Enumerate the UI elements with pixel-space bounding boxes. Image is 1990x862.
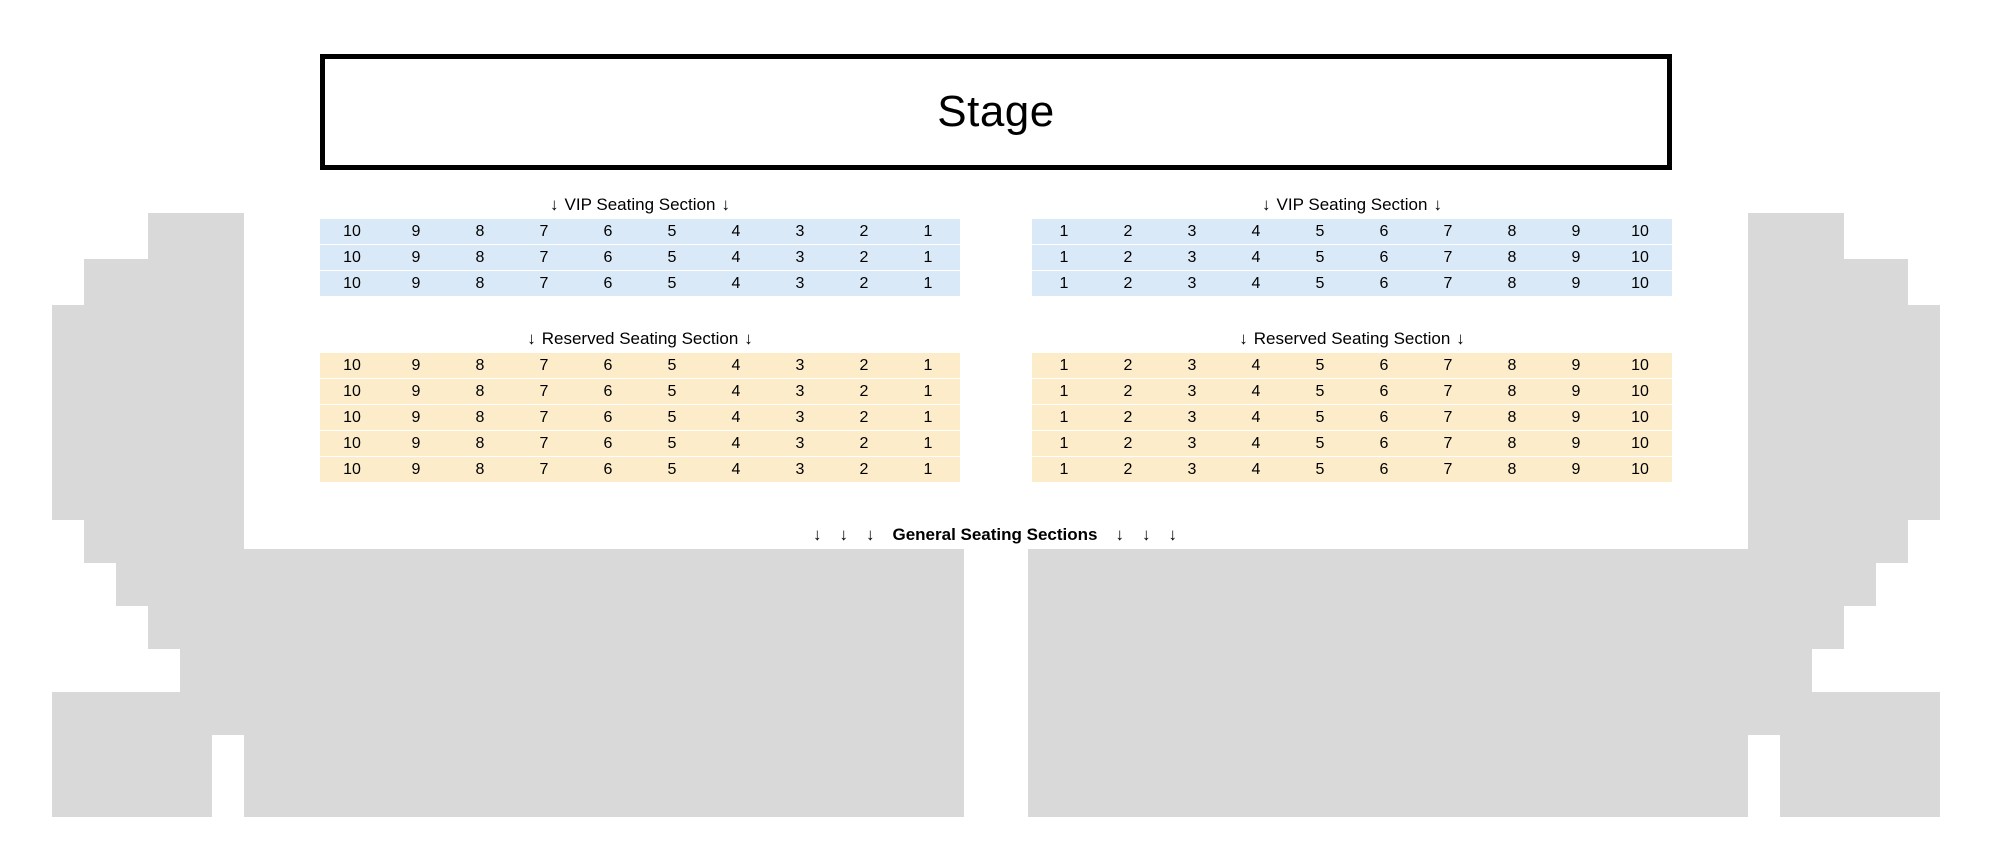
seat[interactable]: 7 — [539, 435, 549, 452]
seat[interactable]: 1 — [923, 249, 933, 266]
seat[interactable]: 7 — [539, 461, 549, 478]
seat[interactable]: 9 — [1571, 435, 1581, 452]
seat[interactable]: 1 — [1059, 461, 1069, 478]
reserved-section-right — [1032, 330, 1672, 482]
seat[interactable]: 1 — [923, 461, 933, 478]
seat[interactable]: 8 — [1507, 275, 1517, 292]
down-arrow-icon: ↓ — [839, 525, 848, 544]
seat[interactable]: 10 — [1631, 357, 1649, 374]
reserved-left-header-label: Reserved Seating Section — [541, 329, 739, 348]
seat[interactable]: 5 — [1315, 461, 1325, 478]
seat[interactable]: 2 — [859, 461, 869, 478]
seat[interactable]: 3 — [1187, 275, 1197, 292]
down-arrow-icon: ↓ — [1239, 329, 1248, 348]
general-seating-right-step-3 — [1748, 305, 1940, 520]
seat[interactable]: 6 — [1379, 461, 1389, 478]
seat[interactable]: 8 — [475, 275, 485, 292]
general-seating-left-step-5 — [116, 563, 244, 606]
seat[interactable]: 1 — [1059, 383, 1069, 400]
down-arrow-icon: ↓ — [1168, 525, 1177, 544]
seat[interactable]: 5 — [1315, 275, 1325, 292]
down-arrow-icon: ↓ — [721, 195, 730, 214]
seat[interactable]: 5 — [1315, 249, 1325, 266]
seat[interactable]: 3 — [1187, 249, 1197, 266]
stage-label: Stage — [937, 87, 1055, 136]
general-seating-left-step-2 — [84, 259, 244, 305]
seat[interactable]: 3 — [1187, 435, 1197, 452]
seat[interactable]: 9 — [1571, 357, 1581, 374]
seat[interactable]: 8 — [1507, 461, 1517, 478]
seat[interactable]: 5 — [667, 275, 677, 292]
seat[interactable]: 2 — [859, 383, 869, 400]
seat[interactable]: 6 — [1379, 435, 1389, 452]
vip-section-right — [1032, 196, 1672, 296]
seat[interactable]: 6 — [1379, 383, 1389, 400]
seat[interactable]: 4 — [731, 383, 741, 400]
seat[interactable]: 2 — [859, 409, 869, 426]
down-arrow-icon: ↓ — [1142, 525, 1151, 544]
seat[interactable]: 8 — [1507, 249, 1517, 266]
seat[interactable]: 5 — [1315, 223, 1325, 240]
general-seating-label — [0, 525, 1990, 545]
seat[interactable]: 10 — [343, 275, 361, 292]
seat[interactable]: 10 — [1631, 275, 1649, 292]
seat[interactable]: 8 — [1507, 223, 1517, 240]
seat[interactable]: 10 — [1631, 409, 1649, 426]
general-seating-right-step-1 — [1748, 213, 1844, 259]
seat[interactable]: 10 — [343, 435, 361, 452]
seat-row — [1032, 271, 1672, 296]
general-seating-right-block — [1028, 549, 1748, 817]
seat[interactable]: 6 — [603, 275, 613, 292]
seat[interactable]: 1 — [1059, 223, 1069, 240]
seat[interactable]: 1 — [923, 275, 933, 292]
seat[interactable]: 7 — [539, 223, 549, 240]
down-arrow-icon: ↓ — [1456, 329, 1465, 348]
seat[interactable]: 8 — [475, 249, 485, 266]
seat[interactable]: 9 — [411, 435, 421, 452]
general-seating-left-step-1 — [148, 213, 244, 259]
general-seating-right-step-5 — [1748, 563, 1876, 606]
seat[interactable]: 5 — [1315, 435, 1325, 452]
seat[interactable]: 4 — [1251, 249, 1261, 266]
reserved-section-left — [320, 330, 960, 482]
seat[interactable]: 2 — [1123, 357, 1133, 374]
seat[interactable]: 4 — [1251, 357, 1261, 374]
reserved-left-header — [320, 330, 960, 347]
seat[interactable]: 3 — [795, 357, 805, 374]
seat[interactable]: 5 — [667, 249, 677, 266]
seat[interactable]: 2 — [1123, 249, 1133, 266]
seat[interactable]: 6 — [603, 383, 613, 400]
vip-left-rows — [320, 219, 960, 296]
seat[interactable]: 3 — [795, 435, 805, 452]
seat[interactable]: 5 — [667, 357, 677, 374]
seat[interactable]: 3 — [795, 409, 805, 426]
seat[interactable]: 5 — [667, 223, 677, 240]
seat[interactable]: 7 — [539, 249, 549, 266]
seat[interactable]: 4 — [731, 249, 741, 266]
seat[interactable]: 4 — [1251, 383, 1261, 400]
general-seating-left-block — [244, 549, 964, 817]
seat[interactable]: 5 — [1315, 357, 1325, 374]
seat[interactable]: 3 — [1187, 223, 1197, 240]
seat[interactable]: 6 — [603, 223, 613, 240]
seat-row — [1032, 245, 1672, 270]
seat[interactable]: 10 — [1631, 383, 1649, 400]
seat[interactable]: 10 — [343, 223, 361, 240]
seat-row — [1032, 219, 1672, 244]
seat[interactable]: 8 — [475, 409, 485, 426]
vip-left-header — [320, 196, 960, 213]
seat[interactable]: 1 — [923, 435, 933, 452]
seat[interactable]: 3 — [795, 383, 805, 400]
seat[interactable]: 10 — [1631, 461, 1649, 478]
seat[interactable]: 1 — [1059, 357, 1069, 374]
seat[interactable]: 7 — [1443, 249, 1453, 266]
general-seating-left-lower — [52, 692, 212, 817]
general-seating-left-step-8 — [212, 692, 244, 735]
seat[interactable]: 3 — [1187, 383, 1197, 400]
seat[interactable]: 10 — [343, 409, 361, 426]
vip-left-header-label: VIP Seating Section — [564, 195, 716, 214]
seat-row — [1032, 379, 1672, 404]
seat[interactable]: 2 — [859, 357, 869, 374]
seat[interactable]: 3 — [795, 461, 805, 478]
seat[interactable]: 9 — [411, 357, 421, 374]
down-arrow-icon: ↓ — [744, 329, 753, 348]
seat-row — [320, 271, 960, 296]
seat[interactable]: 9 — [411, 223, 421, 240]
down-arrow-icon: ↓ — [865, 525, 875, 544]
seat[interactable]: 5 — [1315, 409, 1325, 426]
reserved-left-rows — [320, 353, 960, 482]
seat-row — [320, 431, 960, 456]
down-arrow-icon: ↓ — [527, 329, 536, 348]
seat[interactable]: 9 — [411, 461, 421, 478]
seat[interactable]: 1 — [1059, 249, 1069, 266]
seat[interactable]: 4 — [1251, 223, 1261, 240]
vip-right-header-label: VIP Seating Section — [1276, 195, 1428, 214]
down-arrow-icon: ↓ — [1433, 195, 1442, 214]
seat[interactable]: 7 — [539, 383, 549, 400]
seat[interactable]: 8 — [1507, 357, 1517, 374]
seat[interactable]: 7 — [1443, 223, 1453, 240]
seat[interactable]: 10 — [1631, 223, 1649, 240]
seat[interactable]: 2 — [859, 275, 869, 292]
reserved-right-header — [1032, 330, 1672, 347]
seat[interactable]: 6 — [603, 357, 613, 374]
seat[interactable]: 1 — [923, 357, 933, 374]
seat-row — [320, 379, 960, 404]
seat[interactable]: 8 — [475, 223, 485, 240]
reserved-right-header-label: Reserved Seating Section — [1253, 329, 1451, 348]
seat[interactable]: 5 — [667, 383, 677, 400]
seat[interactable]: 1 — [1059, 435, 1069, 452]
seat[interactable]: 1 — [923, 223, 933, 240]
seat[interactable]: 8 — [475, 357, 485, 374]
down-arrow-icon: ↓ — [812, 525, 822, 544]
seat-row — [320, 353, 960, 378]
seat[interactable]: 7 — [1443, 409, 1453, 426]
seat[interactable]: 3 — [1187, 409, 1197, 426]
general-seating-right-step-7 — [1748, 649, 1812, 692]
seat[interactable]: 8 — [475, 461, 485, 478]
down-arrow-icon: ↓ — [1115, 525, 1124, 544]
seat[interactable]: 1 — [1059, 275, 1069, 292]
general-seating-right-step-2 — [1748, 259, 1908, 305]
general-seating-right-step-8 — [1748, 692, 1780, 735]
seat[interactable]: 6 — [603, 249, 613, 266]
seat[interactable]: 5 — [667, 409, 677, 426]
seat[interactable]: 4 — [1251, 275, 1261, 292]
seat[interactable]: 3 — [1187, 461, 1197, 478]
seat[interactable]: 4 — [731, 409, 741, 426]
seat[interactable]: 8 — [475, 383, 485, 400]
seat[interactable]: 4 — [731, 435, 741, 452]
general-seating-left-step-7 — [180, 649, 244, 692]
seat[interactable]: 9 — [1571, 249, 1581, 266]
seat[interactable]: 7 — [1443, 383, 1453, 400]
seat-row — [1032, 431, 1672, 456]
seat-row — [320, 405, 960, 430]
seat[interactable]: 7 — [1443, 435, 1453, 452]
seat[interactable]: 10 — [1631, 435, 1649, 452]
seat-row — [320, 457, 960, 482]
seat[interactable]: 2 — [1123, 223, 1133, 240]
general-seating-left-step-6 — [148, 606, 244, 649]
seat[interactable]: 8 — [475, 435, 485, 452]
seat[interactable]: 7 — [539, 409, 549, 426]
vip-right-rows — [1032, 219, 1672, 296]
stage-area — [320, 54, 1672, 170]
seat[interactable]: 10 — [343, 383, 361, 400]
down-arrow-icon: ↓ — [550, 195, 559, 214]
seat[interactable]: 2 — [859, 249, 869, 266]
seat[interactable]: 9 — [1571, 409, 1581, 426]
seat[interactable]: 9 — [1571, 383, 1581, 400]
seat[interactable]: 8 — [1507, 435, 1517, 452]
seat[interactable]: 5 — [1315, 383, 1325, 400]
seat[interactable]: 4 — [731, 357, 741, 374]
seat[interactable]: 4 — [731, 223, 741, 240]
seat[interactable]: 3 — [795, 223, 805, 240]
seat[interactable]: 6 — [1379, 357, 1389, 374]
seat[interactable]: 9 — [411, 409, 421, 426]
seat-row — [320, 219, 960, 244]
seat[interactable]: 2 — [1123, 435, 1133, 452]
seat[interactable]: 2 — [1123, 383, 1133, 400]
vip-section-left — [320, 196, 960, 296]
seat[interactable]: 3 — [795, 249, 805, 266]
seat[interactable]: 4 — [1251, 409, 1261, 426]
seat[interactable]: 9 — [411, 275, 421, 292]
seat-row — [320, 245, 960, 270]
seat[interactable]: 9 — [1571, 275, 1581, 292]
seat[interactable]: 6 — [1379, 249, 1389, 266]
seat-row — [1032, 405, 1672, 430]
seat[interactable]: 4 — [731, 461, 741, 478]
seat[interactable]: 1 — [1059, 409, 1069, 426]
seat[interactable]: 8 — [1507, 383, 1517, 400]
general-seating-right-step-6 — [1748, 606, 1844, 649]
seat[interactable]: 10 — [1631, 249, 1649, 266]
reserved-right-rows — [1032, 353, 1672, 482]
seat[interactable]: 9 — [1571, 461, 1581, 478]
seat[interactable]: 2 — [1123, 275, 1133, 292]
seat-row — [1032, 353, 1672, 378]
seat[interactable]: 4 — [1251, 435, 1261, 452]
seat[interactable]: 5 — [667, 435, 677, 452]
seat[interactable]: 6 — [603, 461, 613, 478]
seat[interactable]: 2 — [859, 223, 869, 240]
seat[interactable]: 4 — [1251, 461, 1261, 478]
seat[interactable]: 6 — [1379, 409, 1389, 426]
seat[interactable]: 8 — [1507, 409, 1517, 426]
seat[interactable]: 7 — [539, 275, 549, 292]
seat[interactable]: 9 — [411, 383, 421, 400]
seat[interactable]: 10 — [343, 461, 361, 478]
seat-row — [1032, 457, 1672, 482]
seat[interactable]: 7 — [539, 357, 549, 374]
seat[interactable]: 10 — [343, 249, 361, 266]
seat[interactable]: 10 — [343, 357, 361, 374]
down-arrow-icon: ↓ — [1262, 195, 1271, 214]
seat[interactable]: 1 — [923, 409, 933, 426]
seat[interactable]: 1 — [923, 383, 933, 400]
seat[interactable]: 2 — [859, 435, 869, 452]
seat[interactable]: 7 — [1443, 357, 1453, 374]
seat[interactable]: 3 — [795, 275, 805, 292]
seat[interactable]: 6 — [1379, 275, 1389, 292]
seat[interactable]: 5 — [667, 461, 677, 478]
seat[interactable]: 7 — [1443, 275, 1453, 292]
seat[interactable]: 2 — [1123, 409, 1133, 426]
seat[interactable]: 9 — [411, 249, 421, 266]
vip-right-header — [1032, 196, 1672, 213]
general-seating-text: General Seating Sections — [892, 525, 1098, 544]
seat[interactable]: 6 — [603, 409, 613, 426]
seat[interactable]: 6 — [1379, 223, 1389, 240]
seat[interactable]: 7 — [1443, 461, 1453, 478]
seat[interactable]: 9 — [1571, 223, 1581, 240]
seat[interactable]: 2 — [1123, 461, 1133, 478]
general-seating-right-lower — [1780, 692, 1940, 817]
seat[interactable]: 3 — [1187, 357, 1197, 374]
seat[interactable]: 4 — [731, 275, 741, 292]
general-seating-left-step-3 — [52, 305, 244, 520]
seat[interactable]: 6 — [603, 435, 613, 452]
